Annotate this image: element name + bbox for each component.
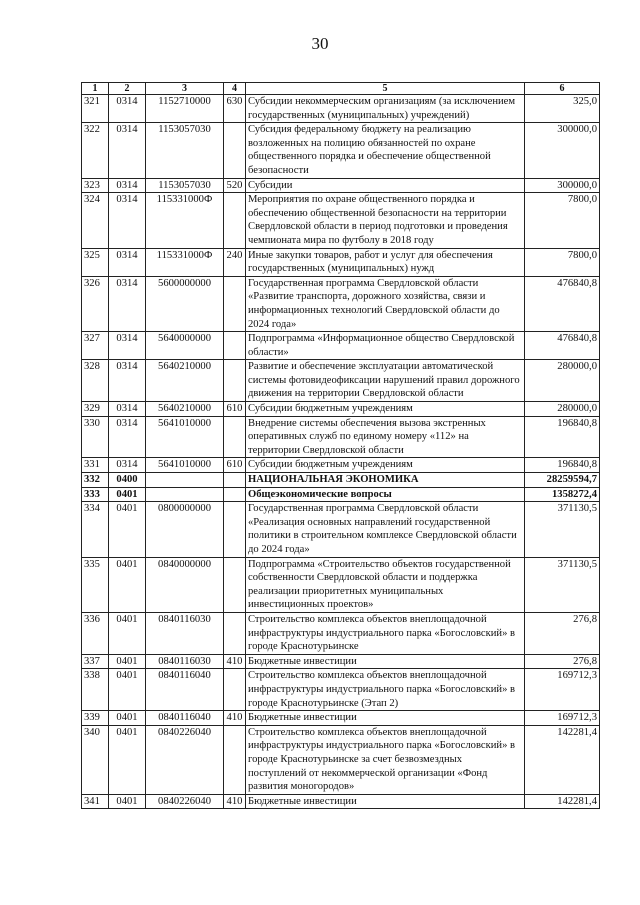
target-article-cell: 5641010000 bbox=[146, 416, 224, 458]
section-code-cell: 0314 bbox=[109, 248, 146, 276]
header-cell: 4 bbox=[224, 83, 246, 95]
item-name-cell: Строительство комплекса объектов внеплощадочной инфраструктуры индустриального парка «Богословский» в городе Краснотурьинске (Этап 2) bbox=[246, 669, 525, 711]
item-name-cell: Бюджетные инвестиции bbox=[246, 711, 525, 726]
item-name-cell: Государственная программа Свердловской области «Реализация основных направлений государственной политики в строительном комплексе Свердловской области до 2024 года» bbox=[246, 502, 525, 557]
table-row bbox=[82, 416, 600, 458]
header-cell: 5 bbox=[246, 83, 525, 95]
table-row bbox=[82, 178, 600, 193]
item-name-cell: Мероприятия по охране общественного порядка и обеспечению общественной безопасности на территории Свердловской области в период подготовки и проведения чемпионата мира по футболу в 2018 году bbox=[246, 193, 525, 248]
amount-cell: 28259594,7 bbox=[525, 473, 600, 488]
row-number-cell: 326 bbox=[82, 276, 109, 331]
table-row bbox=[82, 95, 600, 123]
table-row bbox=[82, 502, 600, 557]
expense-type-cell: 410 bbox=[224, 711, 246, 726]
target-article-cell: 1153057030 bbox=[146, 123, 224, 178]
amount-cell: 7800,0 bbox=[525, 193, 600, 248]
expense-type-cell bbox=[224, 502, 246, 557]
target-article-cell: 0840116030 bbox=[146, 654, 224, 669]
row-number-cell: 336 bbox=[82, 612, 109, 654]
target-article-cell bbox=[146, 473, 224, 488]
budget-table bbox=[81, 82, 600, 809]
expense-type-cell: 410 bbox=[224, 654, 246, 669]
table-row bbox=[82, 248, 600, 276]
page-number: 30 bbox=[311, 34, 329, 53]
table-row bbox=[82, 123, 600, 178]
item-name-cell: Строительство комплекса объектов внеплощадочной инфраструктуры индустриального парка «Богословский» в городе Краснотурьинске bbox=[246, 612, 525, 654]
table-row bbox=[82, 487, 600, 502]
section-code-cell: 0314 bbox=[109, 332, 146, 360]
target-article-cell: 1152710000 bbox=[146, 95, 224, 123]
item-name-cell: Государственная программа Свердловской области «Развитие транспорта, дорожного хозяйства, связи и информационных технологий Свердловской области до 2024 года» bbox=[246, 276, 525, 331]
item-name-cell: Субсидии некоммерческим организациям (за исключением государственных (муниципальных) учреждений) bbox=[246, 95, 525, 123]
row-number-cell: 338 bbox=[82, 669, 109, 711]
item-name-cell: Общеэкономические вопросы bbox=[246, 487, 525, 502]
row-number-cell: 322 bbox=[82, 123, 109, 178]
item-name-cell: Иные закупки товаров, работ и услуг для обеспечения государственных (муниципальных) нужд bbox=[246, 248, 525, 276]
row-number-cell: 324 bbox=[82, 193, 109, 248]
amount-cell: 371130,5 bbox=[525, 502, 600, 557]
amount-cell: 476840,8 bbox=[525, 332, 600, 360]
item-name-cell: Внедрение системы обеспечения вызова экстренных оперативных служб по единому номеру «112» на территории Свердловской области bbox=[246, 416, 525, 458]
amount-cell: 142281,4 bbox=[525, 794, 600, 809]
expense-type-cell bbox=[224, 669, 246, 711]
expense-type-cell: 410 bbox=[224, 794, 246, 809]
row-number-cell: 339 bbox=[82, 711, 109, 726]
section-code-cell: 0401 bbox=[109, 794, 146, 809]
section-code-cell: 0314 bbox=[109, 123, 146, 178]
item-name-cell: Развитие и обеспечение эксплуатации автоматической системы фотовидеофиксации нарушений правил дорожного движения на территории Свердловской области bbox=[246, 360, 525, 402]
item-name-cell: Субсидии бюджетным учреждениям bbox=[246, 458, 525, 473]
item-name-cell: Субсидии бюджетным учреждениям bbox=[246, 402, 525, 417]
section-code-cell: 0314 bbox=[109, 193, 146, 248]
amount-cell: 371130,5 bbox=[525, 557, 600, 612]
section-code-cell: 0400 bbox=[109, 473, 146, 488]
amount-cell: 325,0 bbox=[525, 95, 600, 123]
expense-type-cell bbox=[224, 123, 246, 178]
amount-cell: 300000,0 bbox=[525, 178, 600, 193]
row-number-cell: 330 bbox=[82, 416, 109, 458]
header-cell: 6 bbox=[525, 83, 600, 95]
row-number-cell: 341 bbox=[82, 794, 109, 809]
expense-type-cell bbox=[224, 360, 246, 402]
amount-cell: 280000,0 bbox=[525, 360, 600, 402]
target-article-cell: 115331000Ф bbox=[146, 248, 224, 276]
table-row bbox=[82, 473, 600, 488]
amount-cell: 276,8 bbox=[525, 654, 600, 669]
table-row bbox=[82, 725, 600, 794]
target-article-cell: 1153057030 bbox=[146, 178, 224, 193]
item-name-cell: Строительство комплекса объектов внеплощадочной инфраструктуры индустриального парка «Богословский» в городе Краснотурьинске за счет безвозмездных поступлений от некоммерческой организации «Фонд развития моногородов» bbox=[246, 725, 525, 794]
section-code-cell: 0314 bbox=[109, 360, 146, 402]
table-row bbox=[82, 276, 600, 331]
amount-cell: 1358272,4 bbox=[525, 487, 600, 502]
table-row bbox=[82, 193, 600, 248]
item-name-cell: Субсидия федеральному бюджету на реализацию возложенных на полицию обязанностей по охране общественного порядка и обеспечение общественной безопасности bbox=[246, 123, 525, 178]
section-code-cell: 0314 bbox=[109, 276, 146, 331]
amount-cell: 476840,8 bbox=[525, 276, 600, 331]
expense-type-cell bbox=[224, 487, 246, 502]
expense-type-cell bbox=[224, 557, 246, 612]
item-name-cell: Бюджетные инвестиции bbox=[246, 654, 525, 669]
amount-cell: 300000,0 bbox=[525, 123, 600, 178]
target-article-cell: 0840000000 bbox=[146, 557, 224, 612]
target-article-cell: 0800000000 bbox=[146, 502, 224, 557]
section-code-cell: 0401 bbox=[109, 502, 146, 557]
table-row bbox=[82, 557, 600, 612]
header-cell: 1 bbox=[82, 83, 109, 95]
row-number-cell: 332 bbox=[82, 473, 109, 488]
expense-type-cell bbox=[224, 332, 246, 360]
section-code-cell: 0401 bbox=[109, 725, 146, 794]
row-number-cell: 333 bbox=[82, 487, 109, 502]
header-row bbox=[82, 83, 600, 95]
section-code-cell: 0401 bbox=[109, 557, 146, 612]
table-row bbox=[82, 458, 600, 473]
section-code-cell: 0314 bbox=[109, 458, 146, 473]
row-number-cell: 323 bbox=[82, 178, 109, 193]
section-code-cell: 0401 bbox=[109, 612, 146, 654]
item-name-cell: Подпрограмма «Строительство объектов государственной собственности Свердловской области и поддержка реализации приоритетных муниципальных инвестиционных проектов» bbox=[246, 557, 525, 612]
expense-type-cell: 630 bbox=[224, 95, 246, 123]
header-cell: 3 bbox=[146, 83, 224, 95]
expense-type-cell: 610 bbox=[224, 402, 246, 417]
target-article-cell: 5640210000 bbox=[146, 360, 224, 402]
table-row bbox=[82, 794, 600, 809]
expense-type-cell bbox=[224, 725, 246, 794]
row-number-cell: 329 bbox=[82, 402, 109, 417]
amount-cell: 196840,8 bbox=[525, 416, 600, 458]
expense-type-cell bbox=[224, 473, 246, 488]
item-name-cell: НАЦИОНАЛЬНАЯ ЭКОНОМИКА bbox=[246, 473, 525, 488]
amount-cell: 142281,4 bbox=[525, 725, 600, 794]
row-number-cell: 335 bbox=[82, 557, 109, 612]
expense-type-cell bbox=[224, 612, 246, 654]
table-row bbox=[82, 402, 600, 417]
table-row bbox=[82, 711, 600, 726]
target-article-cell: 5600000000 bbox=[146, 276, 224, 331]
section-code-cell: 0401 bbox=[109, 711, 146, 726]
expense-type-cell: 610 bbox=[224, 458, 246, 473]
amount-cell: 276,8 bbox=[525, 612, 600, 654]
target-article-cell: 0840116030 bbox=[146, 612, 224, 654]
target-article-cell bbox=[146, 487, 224, 502]
expense-type-cell: 520 bbox=[224, 178, 246, 193]
target-article-cell: 115331000Ф bbox=[146, 193, 224, 248]
row-number-cell: 331 bbox=[82, 458, 109, 473]
row-number-cell: 321 bbox=[82, 95, 109, 123]
item-name-cell: Субсидии bbox=[246, 178, 525, 193]
target-article-cell: 5640210000 bbox=[146, 402, 224, 417]
section-code-cell: 0314 bbox=[109, 95, 146, 123]
target-article-cell: 5640000000 bbox=[146, 332, 224, 360]
expense-type-cell bbox=[224, 276, 246, 331]
row-number-cell: 337 bbox=[82, 654, 109, 669]
target-article-cell: 5641010000 bbox=[146, 458, 224, 473]
row-number-cell: 328 bbox=[82, 360, 109, 402]
amount-cell: 280000,0 bbox=[525, 402, 600, 417]
row-number-cell: 334 bbox=[82, 502, 109, 557]
row-number-cell: 325 bbox=[82, 248, 109, 276]
section-code-cell: 0314 bbox=[109, 416, 146, 458]
section-code-cell: 0314 bbox=[109, 402, 146, 417]
target-article-cell: 0840116040 bbox=[146, 711, 224, 726]
item-name-cell: Бюджетные инвестиции bbox=[246, 794, 525, 809]
target-article-cell: 0840116040 bbox=[146, 669, 224, 711]
section-code-cell: 0401 bbox=[109, 669, 146, 711]
table-row bbox=[82, 332, 600, 360]
header-cell: 2 bbox=[109, 83, 146, 95]
amount-cell: 7800,0 bbox=[525, 248, 600, 276]
item-name-cell: Подпрограмма «Информационное общество Свердловской области» bbox=[246, 332, 525, 360]
section-code-cell: 0401 bbox=[109, 487, 146, 502]
expense-type-cell bbox=[224, 416, 246, 458]
expense-type-cell bbox=[224, 193, 246, 248]
section-code-cell: 0401 bbox=[109, 654, 146, 669]
table-row bbox=[82, 669, 600, 711]
section-code-cell: 0314 bbox=[109, 178, 146, 193]
row-number-cell: 340 bbox=[82, 725, 109, 794]
row-number-cell: 327 bbox=[82, 332, 109, 360]
amount-cell: 169712,3 bbox=[525, 711, 600, 726]
target-article-cell: 0840226040 bbox=[146, 794, 224, 809]
amount-cell: 196840,8 bbox=[525, 458, 600, 473]
target-article-cell: 0840226040 bbox=[146, 725, 224, 794]
amount-cell: 169712,3 bbox=[525, 669, 600, 711]
table-row bbox=[82, 612, 600, 654]
table-row bbox=[82, 654, 600, 669]
expense-type-cell: 240 bbox=[224, 248, 246, 276]
table-row bbox=[82, 360, 600, 402]
